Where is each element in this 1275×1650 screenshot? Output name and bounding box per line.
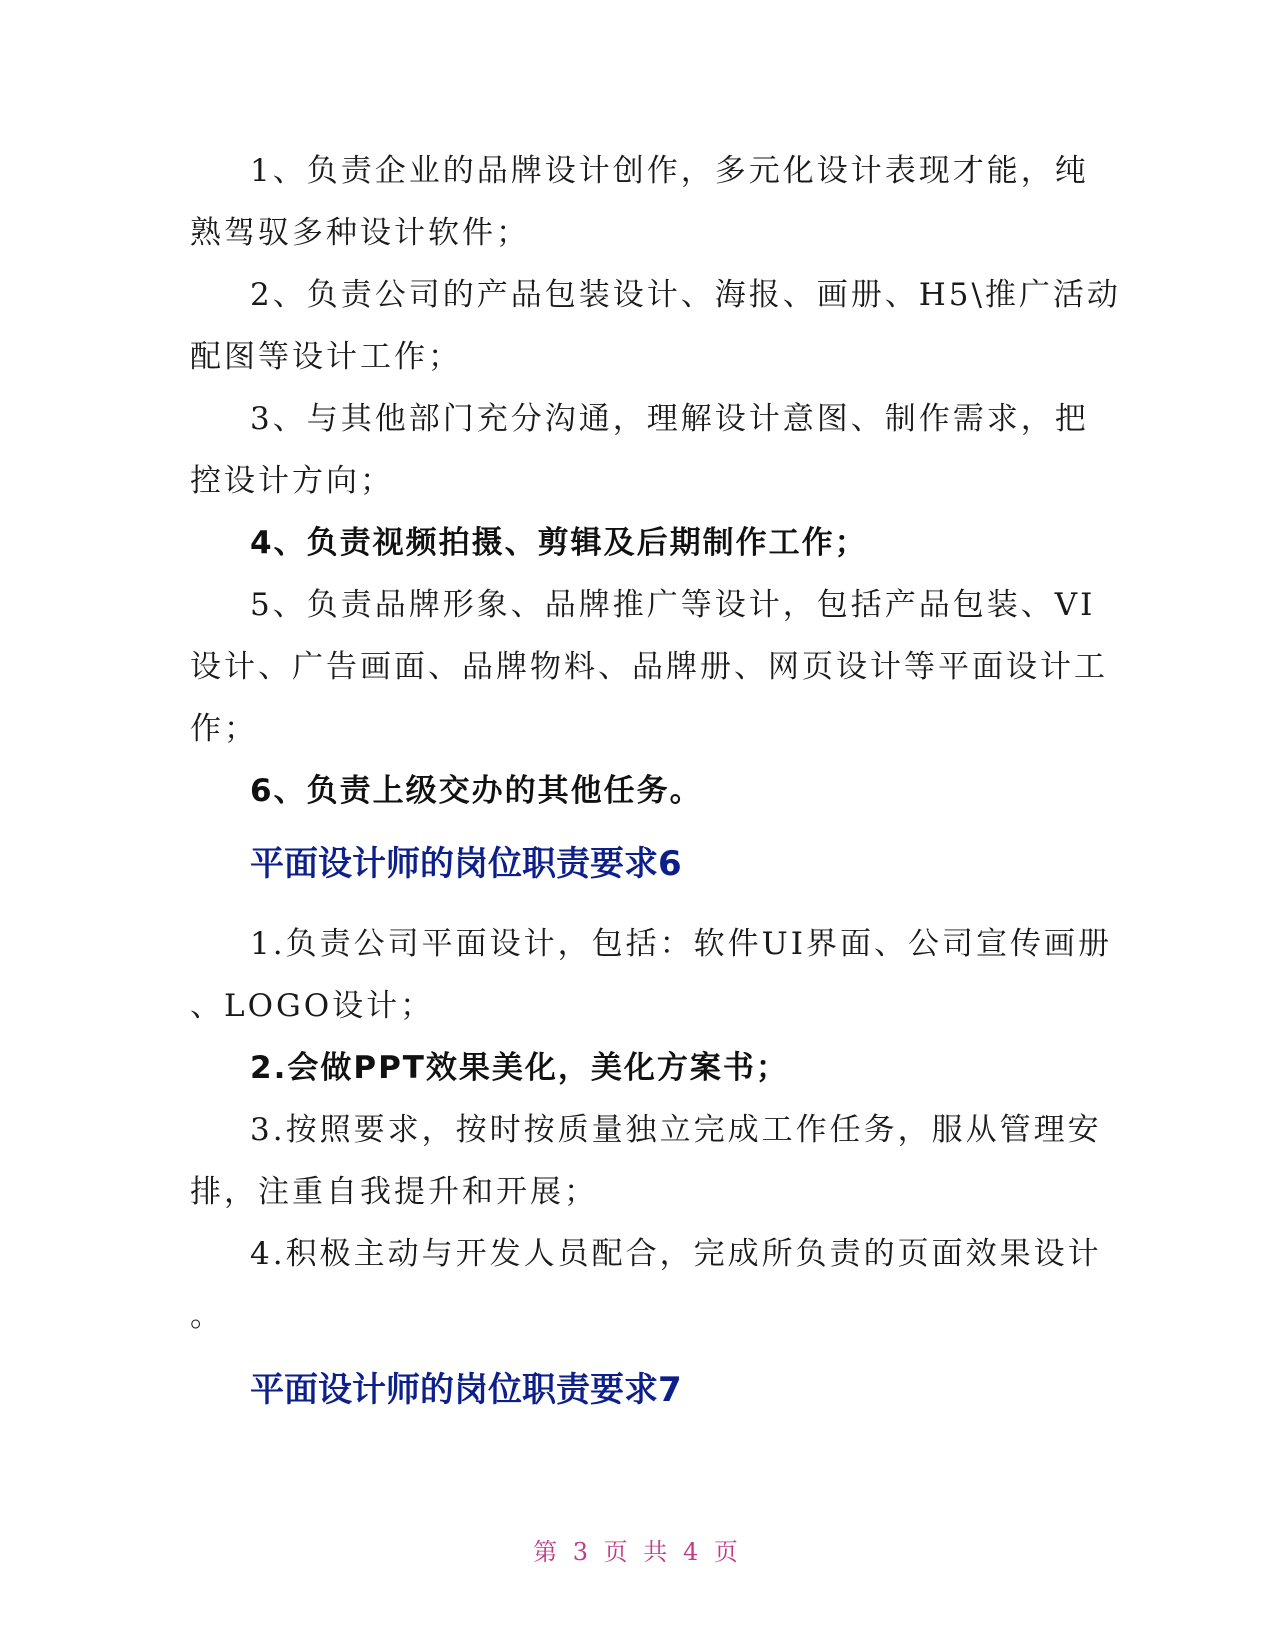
paragraph-line: 熟驾驭多种设计软件； xyxy=(190,215,530,251)
paragraph-line-bold: 6、负责上级交办的其他任务。 xyxy=(250,773,703,809)
paragraph-line: 1.负责公司平面设计，包括：软件UI界面、公司宣传画册 xyxy=(250,926,1112,962)
page-footer: 第 3 页 共 4 页 xyxy=(533,1538,742,1566)
paragraph-line: 配图等设计工作； xyxy=(190,339,462,375)
paragraph-line: 、LOGO设计； xyxy=(190,988,435,1024)
section-heading: 平面设计师的岗位职责要求7 xyxy=(250,1370,682,1410)
paragraph-line: 1、负责企业的品牌设计创作，多元化设计表现才能，纯 xyxy=(250,153,1089,189)
paragraph-line-bold: 2.会做PPT效果美化，美化方案书； xyxy=(250,1050,789,1086)
paragraph-line: 排，注重自我提升和开展； xyxy=(190,1174,598,1210)
paragraph-line: 4.积极主动与开发人员配合，完成所负责的页面效果设计 xyxy=(250,1236,1102,1272)
paragraph-line: 5、负责品牌形象、品牌推广等设计，包括产品包装、VI xyxy=(250,587,1096,623)
paragraph-line-bold: 4、负责视频拍摄、剪辑及后期制作工作； xyxy=(250,525,868,561)
paragraph-line: 2、负责公司的产品包装设计、海报、画册、H5\推广活动 xyxy=(250,277,1121,313)
paragraph-line: 3、与其他部门充分沟通，理解设计意图、制作需求，把 xyxy=(250,401,1089,437)
paragraph-line: 设计、广告画面、品牌物料、品牌册、网页设计等平面设计工 xyxy=(190,649,1108,685)
paragraph-line: 作； xyxy=(190,711,258,747)
paragraph-line: 3.按照要求，按时按质量独立完成工作任务，服从管理安 xyxy=(250,1112,1102,1148)
section-heading: 平面设计师的岗位职责要求6 xyxy=(250,844,682,884)
paragraph-line: 控设计方向； xyxy=(190,463,394,499)
paragraph-line: 。 xyxy=(190,1298,224,1334)
